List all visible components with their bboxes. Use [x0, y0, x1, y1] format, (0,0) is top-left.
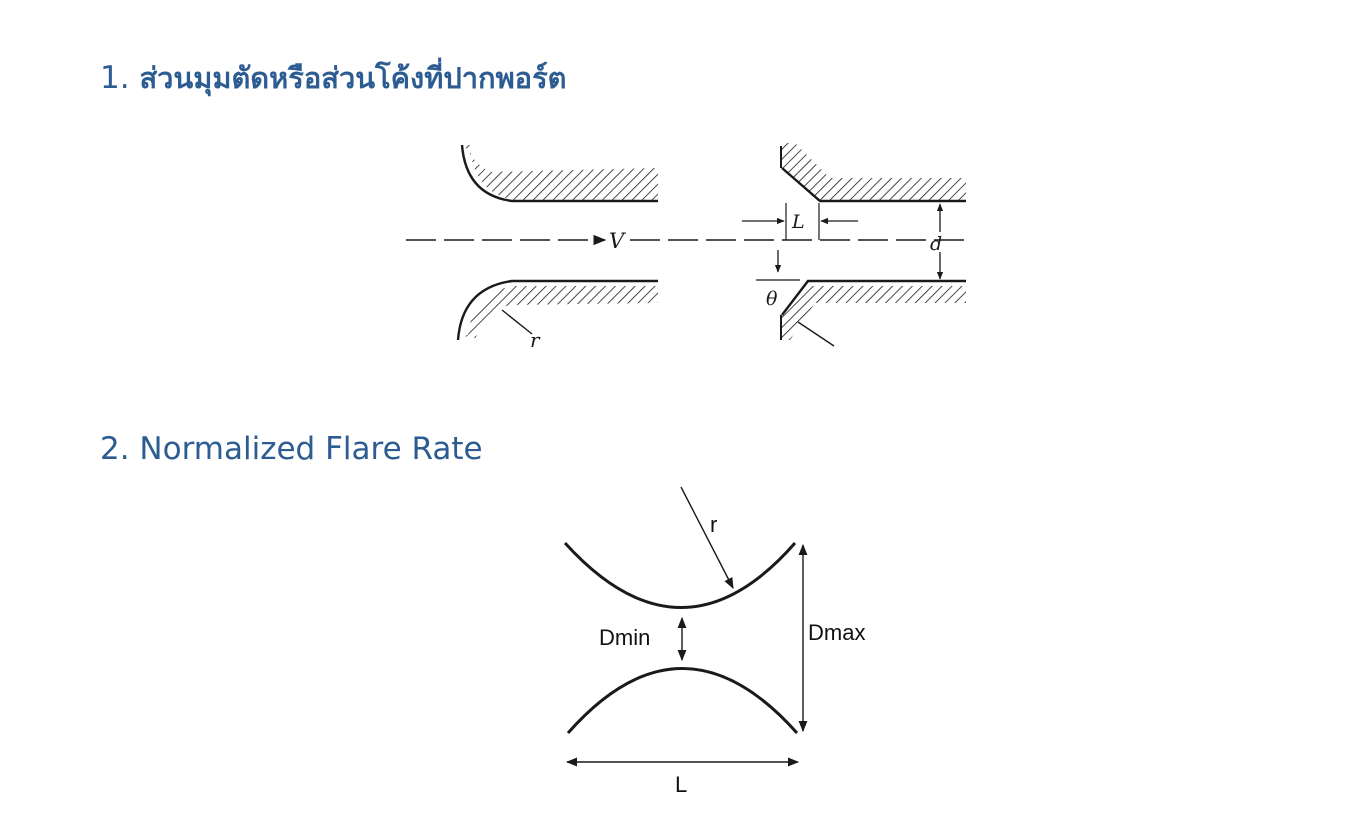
rounded-port-diagram: [456, 145, 658, 352]
radius-arrow: [681, 487, 733, 588]
lower-flare-arc: [568, 669, 797, 734]
chamfer-leader-line: [798, 322, 834, 346]
section-2-heading: 2. Normalized Flare Rate: [100, 431, 483, 467]
upper-flare-arc: [565, 543, 795, 608]
section-1-number: 1.: [100, 60, 130, 96]
angle-label-theta: θ: [766, 288, 778, 310]
section-1-title: ส่วนมุมตัดหรือส่วนโค้งที่ปากพอร์ต: [139, 61, 567, 95]
dmax-label: Dmax: [808, 620, 866, 645]
centerline-flow: [406, 229, 966, 253]
length-label-l: L: [675, 772, 688, 797]
diameter-label-d: d: [930, 233, 943, 255]
flare-rate-diagram: [565, 487, 865, 797]
chamfered-port-diagram: [742, 143, 966, 346]
radius-label-r: r: [710, 512, 718, 537]
radius-label-r: r: [530, 328, 540, 352]
dmin-label: Dmin: [599, 625, 651, 650]
length-label-l: L: [792, 211, 805, 233]
velocity-label-v: V: [609, 229, 625, 253]
radius-leader-line: [502, 310, 532, 334]
